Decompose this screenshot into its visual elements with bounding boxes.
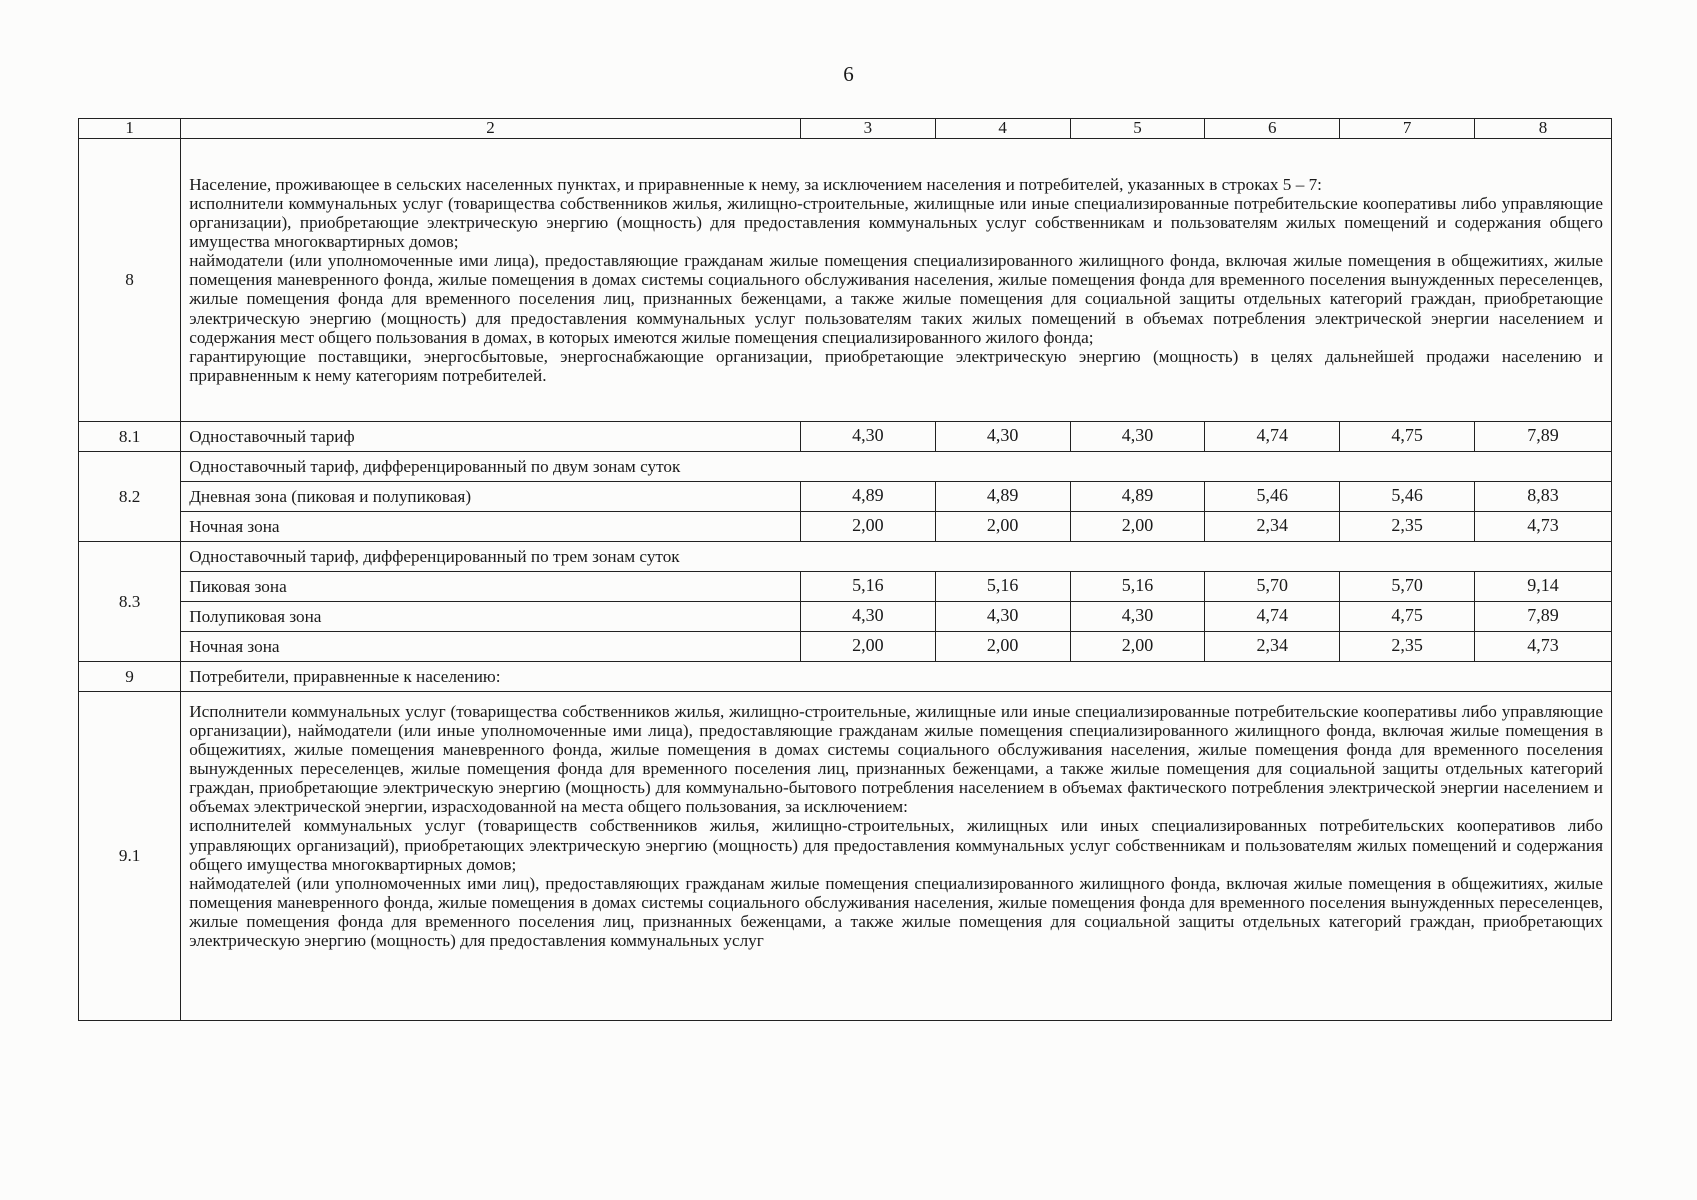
row-description [181,691,1612,1020]
page-number: 6 [843,62,854,86]
value-cell: 4,74 [1205,601,1340,631]
table-row [79,601,1612,631]
value-cell: 9,14 [1474,571,1611,601]
value-cell: 2,35 [1340,511,1475,541]
value-cell: 5,70 [1205,571,1340,601]
value-cell: 4,89 [935,481,1070,511]
value-cell: 2,00 [1070,511,1205,541]
value-cell: 5,46 [1340,481,1475,511]
section-title: Одноставочный тариф, дифференцированный по трем зонам суток [181,541,1612,571]
value-cell: 8,83 [1474,481,1611,511]
paragraph: Население, проживающее в сельских населенных пунктах, и приравненные к нему, за исключением населения и потребителей, указанных в строках 5 – 7: [189,174,1322,194]
value-cell: 4,73 [1474,511,1611,541]
value-cell: 5,16 [935,571,1070,601]
value-cell: 2,00 [1070,631,1205,661]
value-cell: 5,70 [1340,571,1475,601]
table-row-8-2-title [79,451,1612,481]
table-row-8-3-title [79,541,1612,571]
paragraph: наймодатели (или уполномоченные ими лица), предоставляющие гражданам жилые помещения специализированного жилищного фонда, включая жилые помещения в общежитиях, жилые помещения маневренного фонда, жилые помещения в домах системы социального обслуживания населения, жилые помещения фонда для временного поселения вынужденных переселенцев, жилые помещения фонда для временного поселения лиц, признанных беженцами, а также жилые помещения для социальной защиты отдельных категорий граждан, приобретающие электрическую энергию (мощность) для предоставления коммунальных услуг пользователям таких жилых помещений в объемах потребления электрической энергии населением и содержания мест общего пользования в домах, в которых имеются жилые помещения специализированного жилого фонда; [189,251,1603,347]
value-cell: 4,30 [800,421,935,451]
paragraph: гарантирующие поставщики, энергосбытовые, энергоснабжающие организации, приобретающие электрическую энергию (мощность) в целях дальнейшей продажи населению и приравненным к нему категориям потребителей. [189,346,1603,385]
value-cell: 2,00 [800,631,935,661]
row-label: Полупиковая зона [181,601,801,631]
header-cell: 2 [181,119,801,139]
value-cell: 2,35 [1340,631,1475,661]
paragraph: исполнители коммунальных услуг (товарищества собственников жилья, жилищно-строительные, жилищные или иные специализированные потребительские кооперативы либо управляющие организации), приобретающие электрическую энергию (мощность) для предоставления коммунальных услуг собственникам и пользователям жилых помещений и содержания общего имущества многоквартирных домов; [189,193,1603,252]
row-number: 8.3 [79,541,181,661]
value-cell: 5,46 [1205,481,1340,511]
value-cell: 2,34 [1205,631,1340,661]
table-row-8 [79,138,1612,421]
header-cell: 1 [79,119,181,139]
value-cell: 4,75 [1340,421,1475,451]
section-title: Потребители, приравненные к населению: [181,661,1612,691]
row-number: 8.1 [79,421,181,451]
row-description [181,138,1612,421]
value-cell: 4,30 [800,601,935,631]
value-cell: 2,34 [1205,511,1340,541]
table-row-8-1 [79,421,1612,451]
table-row-9-1 [79,691,1612,1020]
table-row [79,631,1612,661]
value-cell: 4,30 [935,421,1070,451]
paragraph: исполнителей коммунальных услуг (товариществ собственников жилья, жилищно-строительных, жилищных или иных специализированных потребительских кооперативов либо управляющих организаций), приобретающих электрическую энергию (мощность) для предоставления коммунальных услуг собственникам и пользователям жилых помещений и содержания общего имущества многоквартирных домов; [189,816,1603,874]
header-cell: 5 [1070,119,1205,139]
value-cell: 4,30 [935,601,1070,631]
row-number: 8 [79,138,181,421]
table-row [79,571,1612,601]
value-cell: 4,73 [1474,631,1611,661]
row-label: Дневная зона (пиковая и полупиковая) [181,481,801,511]
tariff-table [78,118,1612,1021]
row-label: Пиковая зона [181,571,801,601]
value-cell: 4,74 [1205,421,1340,451]
value-cell: 5,16 [800,571,935,601]
value-cell: 4,75 [1340,601,1475,631]
value-cell: 4,89 [1070,481,1205,511]
value-cell: 4,30 [1070,601,1205,631]
value-cell: 7,89 [1474,601,1611,631]
table-row [79,481,1612,511]
row-number: 9.1 [79,691,181,1020]
value-cell: 5,16 [1070,571,1205,601]
value-cell: 4,89 [800,481,935,511]
header-cell: 6 [1205,119,1340,139]
value-cell: 4,30 [1070,421,1205,451]
row-label: Ночная зона [181,631,801,661]
paragraph: наймодателей (или уполномоченных ими лиц), предоставляющих гражданам жилые помещения специализированного жилищного фонда, включая жилые помещения в общежитиях, жилые помещения маневренного фонда, жилые помещения в домах системы социального обслуживания населения, жилые помещения фонда для временного поселения вынужденных переселенцев, жилые помещения фонда для временного поселения лиц, признанных беженцами, а также жилые помещения для социальной защиты отдельных категорий граждан, приобретающих электрическую энергию (мощность) для предоставления коммунальных услуг [189,873,1603,950]
header-cell: 8 [1474,119,1611,139]
row-number: 8.2 [79,451,181,541]
header-row [79,119,1612,139]
value-cell: 2,00 [935,631,1070,661]
value-cell: 2,00 [800,511,935,541]
header-cell: 4 [935,119,1070,139]
paragraph: Исполнители коммунальных услуг (товарищества собственников жилья, жилищно-строительные, жилищные или иные специализированные потребительские кооперативы либо управляющие организации), наймодатели (или иные уполномоченные ими лица), предоставляющие гражданам жилые помещения специализированного жилищного фонда, включая жилые помещения в общежитиях, жилые помещения маневренного фонда, жилые помещения в домах системы социального обслуживания населения, жилые помещения фонда для временного поселения вынужденных переселенцев, жилые помещения фонда для временного поселения лиц, признанных беженцами, а также жилые помещения для социальной защиты отдельных категорий граждан, приобретающие электрическую энергию (мощность) для коммунально-бытового потребления населением в объемах фактического потребления электрической энергии населением и объемах электрической энергии, израсходованной на места общего пользования, за исключением: [189,701,1603,817]
header-cell: 7 [1340,119,1475,139]
table-row [79,511,1612,541]
section-title: Одноставочный тариф, дифференцированный по двум зонам суток [181,451,1612,481]
row-label: Ночная зона [181,511,801,541]
header-cell: 3 [800,119,935,139]
value-cell: 2,00 [935,511,1070,541]
row-number: 9 [79,661,181,691]
table-row-9 [79,661,1612,691]
value-cell: 7,89 [1474,421,1611,451]
row-label: Одноставочный тариф [181,421,801,451]
